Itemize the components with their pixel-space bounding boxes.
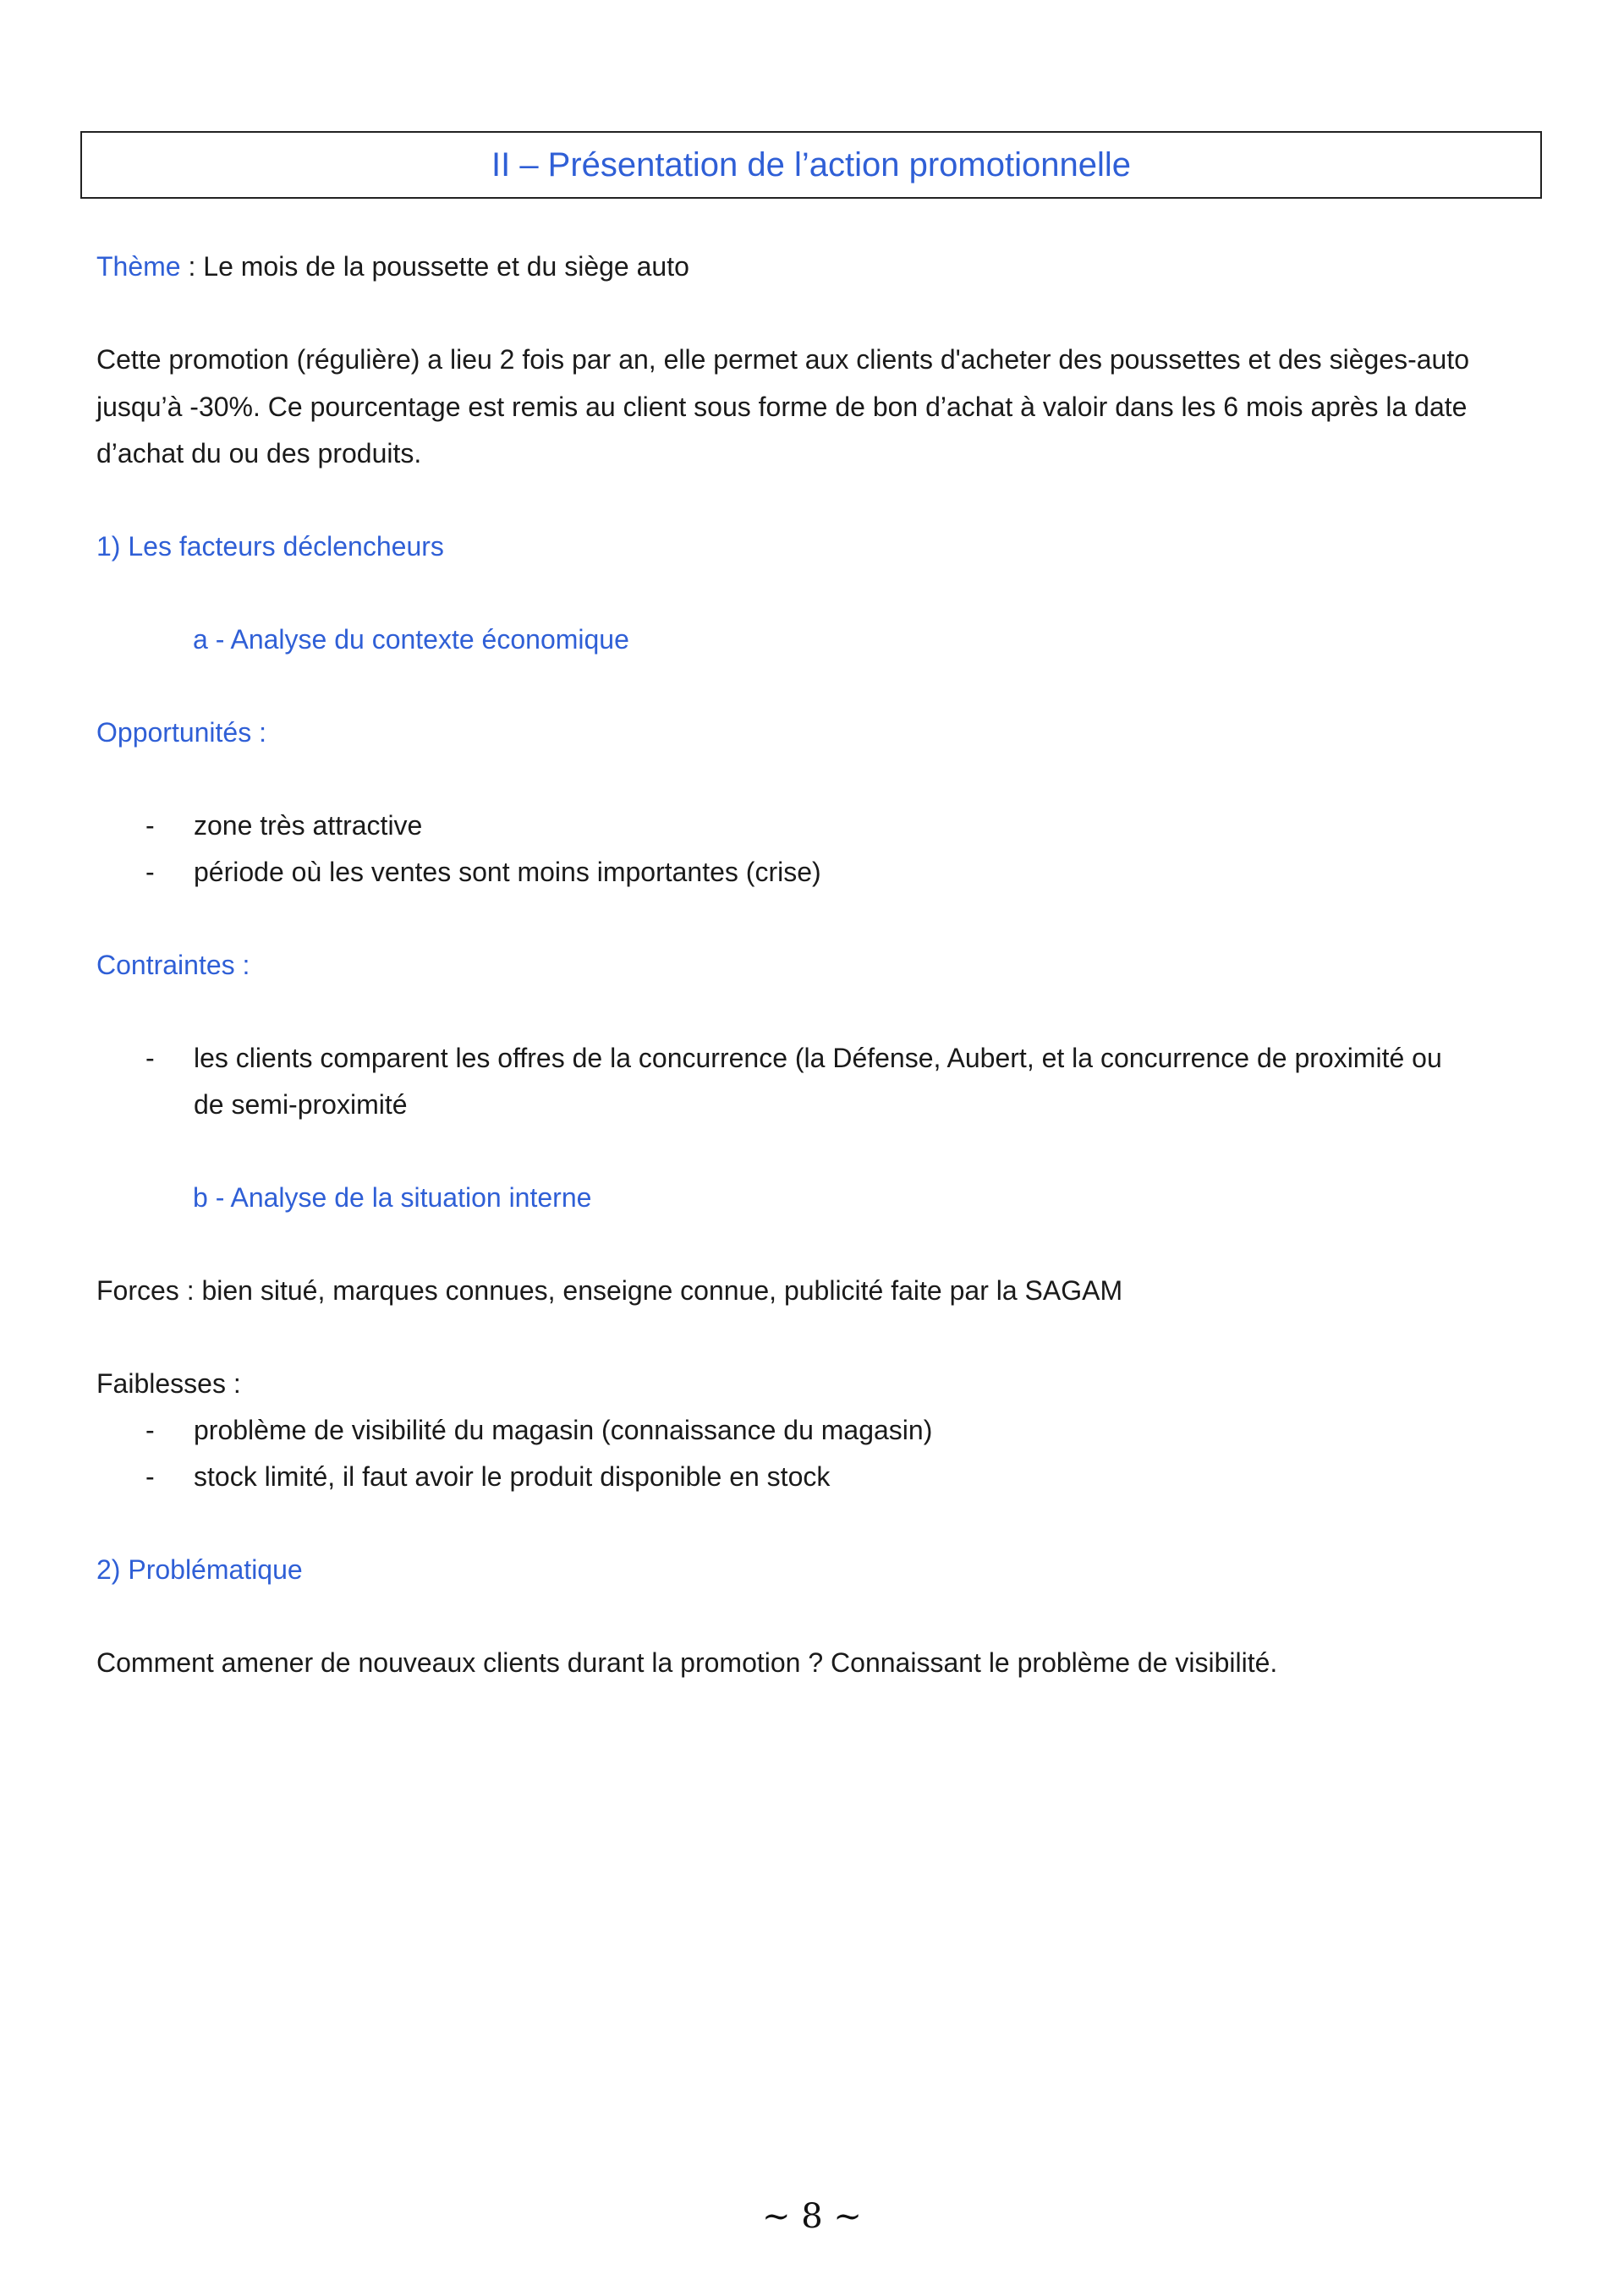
- bullet-dash: -: [145, 1461, 155, 1492]
- section1-heading: 1) Les facteurs déclencheurs: [96, 531, 444, 562]
- bullet-dash: -: [145, 1415, 155, 1445]
- section-title: II – Présentation de l’action promotionnelle: [491, 146, 1131, 184]
- bullet-dash: -: [145, 1043, 155, 1073]
- faiblesses-label: Faiblesses :: [96, 1368, 241, 1399]
- theme-separator: :: [180, 251, 204, 282]
- opportunites-label: Opportunités :: [96, 717, 266, 748]
- page-number: ~ 8 ~: [762, 2197, 862, 2236]
- subsection-b-heading: b - Analyse de la situation interne: [193, 1182, 592, 1213]
- contrainte-item-line-1: les clients comparent les offres de la concurrence (la Défense, Aubert, et la concurrence de proximité ou: [194, 1043, 1442, 1073]
- faiblesse-item: problème de visibilité du magasin (connaissance du magasin): [194, 1415, 933, 1445]
- section-title-box: [80, 131, 1542, 199]
- theme-label: Thème: [96, 251, 181, 282]
- forces-line: Forces : bien situé, marques connues, enseigne connue, publicité faite par la SAGAM: [96, 1275, 1123, 1306]
- opportunite-item: période où les ventes sont moins importantes (crise): [194, 857, 821, 887]
- bullet-dash: -: [145, 857, 155, 887]
- theme-line: [96, 243, 689, 290]
- intro-line-2: jusqu’à -30%. Ce pourcentage est remis au client sous forme de bon d’achat à valoir dans les 6 mois après la date: [96, 392, 1468, 422]
- section2-heading: 2) Problématique: [96, 1554, 303, 1585]
- subsection-a-heading: a - Analyse du contexte économique: [193, 624, 629, 655]
- theme-value: Le mois de la poussette et du siège auto: [203, 251, 689, 282]
- intro-line-1: Cette promotion (régulière) a lieu 2 fois par an, elle permet aux clients d'acheter des poussettes et des sièges-auto: [96, 344, 1469, 375]
- contraintes-label: Contraintes :: [96, 950, 250, 980]
- problematique-text: Comment amener de nouveaux clients durant la promotion ? Connaissant le problème de visibilité.: [96, 1647, 1278, 1678]
- faiblesse-item: stock limité, il faut avoir le produit disponible en stock: [194, 1461, 831, 1492]
- bullet-dash: -: [145, 810, 155, 841]
- opportunite-item: zone très attractive: [194, 810, 423, 841]
- intro-line-3: d’achat du ou des produits.: [96, 438, 422, 469]
- contrainte-item-line-2: de semi-proximité: [194, 1089, 408, 1120]
